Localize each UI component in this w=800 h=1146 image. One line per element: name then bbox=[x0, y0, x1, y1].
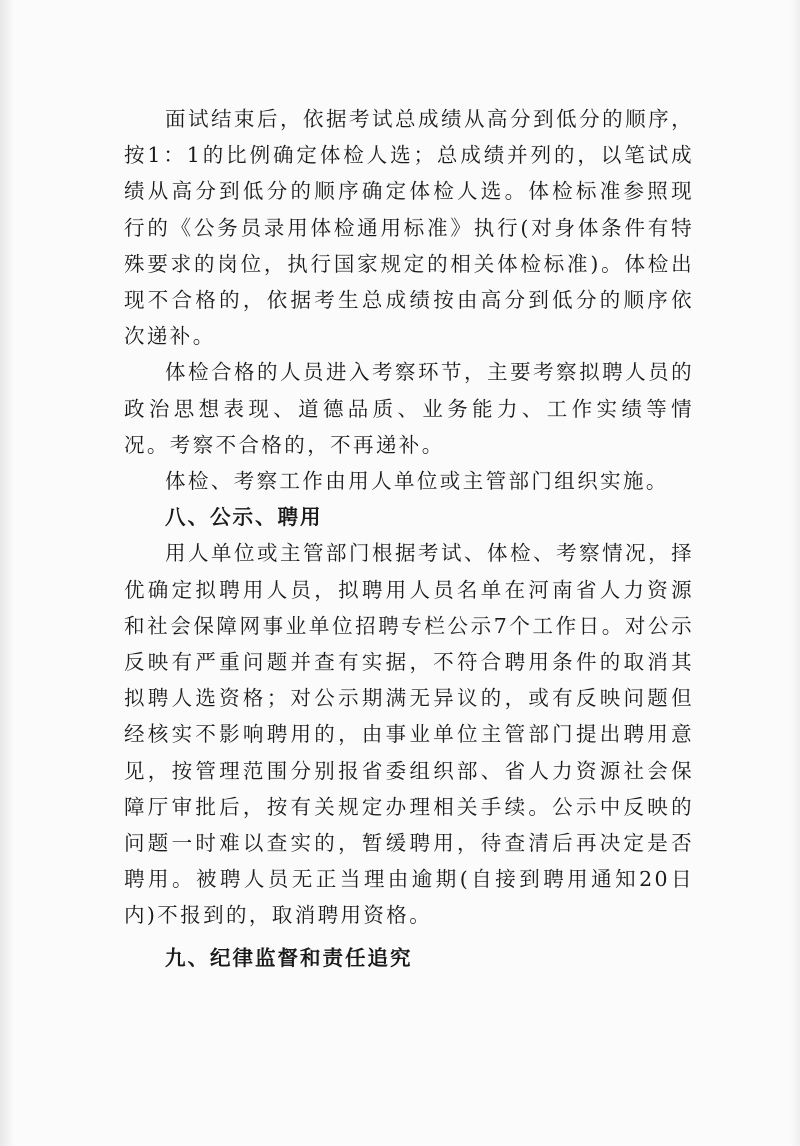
section-9-heading: 九、纪律监督和责任追究 bbox=[165, 945, 413, 970]
section-8-heading: 八、公示、聘用 bbox=[165, 505, 323, 530]
physical-exam-paragraph: 面试结束后，依据考试总成绩从高分到低分的顺序，按1：1的比例确定体检人选；总成绩并列的，以笔试成绩从高分到低分的顺序确定体检人选。体检标准参照现行的《公务员录用体检通用标准》执行(对身体条件有特殊要求的岗位，执行国家规定的相关体检标准)。体检出现不合格的，依据考生总成绩按由高分到低分的顺序依次递补。 bbox=[124, 107, 694, 349]
inspection-paragraph: 体检合格的人员进入考察环节，主要考察拟聘人员的政治思想表现、道德品质、业务能力、工作实绩等情况。考察不合格的，不再递补。 bbox=[124, 360, 694, 457]
organization-paragraph: 体检、考察工作由用人单位或主管部门组织实施。 bbox=[165, 469, 669, 494]
publicity-employment-paragraph: 用人单位或主管部门根据考试、体检、考察情况，择优确定拟聘用人员，拟聘用人员名单在河南省人力资源和社会保障网事业单位招聘专栏公示7个工作日。对公示反映有严重问题并查有实据，不符合聘用条件的取消其拟聘人选资格；对公示期满无异议的，或有反映问题但经核实不影响聘用的，由事业单位主管部门提出聘用意见，按管理范围分别报省委组织部、省人力资源社会保障厅审批后，按有关规定办理相关手续。公示中反映的问题一时难以查实的，暂缓聘用，待查清后再决定是否聘用。被聘人员无正当理由逾期(自接到聘用通知20日内)不报到的，取消聘用资格。 bbox=[124, 541, 694, 928]
document-body bbox=[124, 101, 694, 976]
